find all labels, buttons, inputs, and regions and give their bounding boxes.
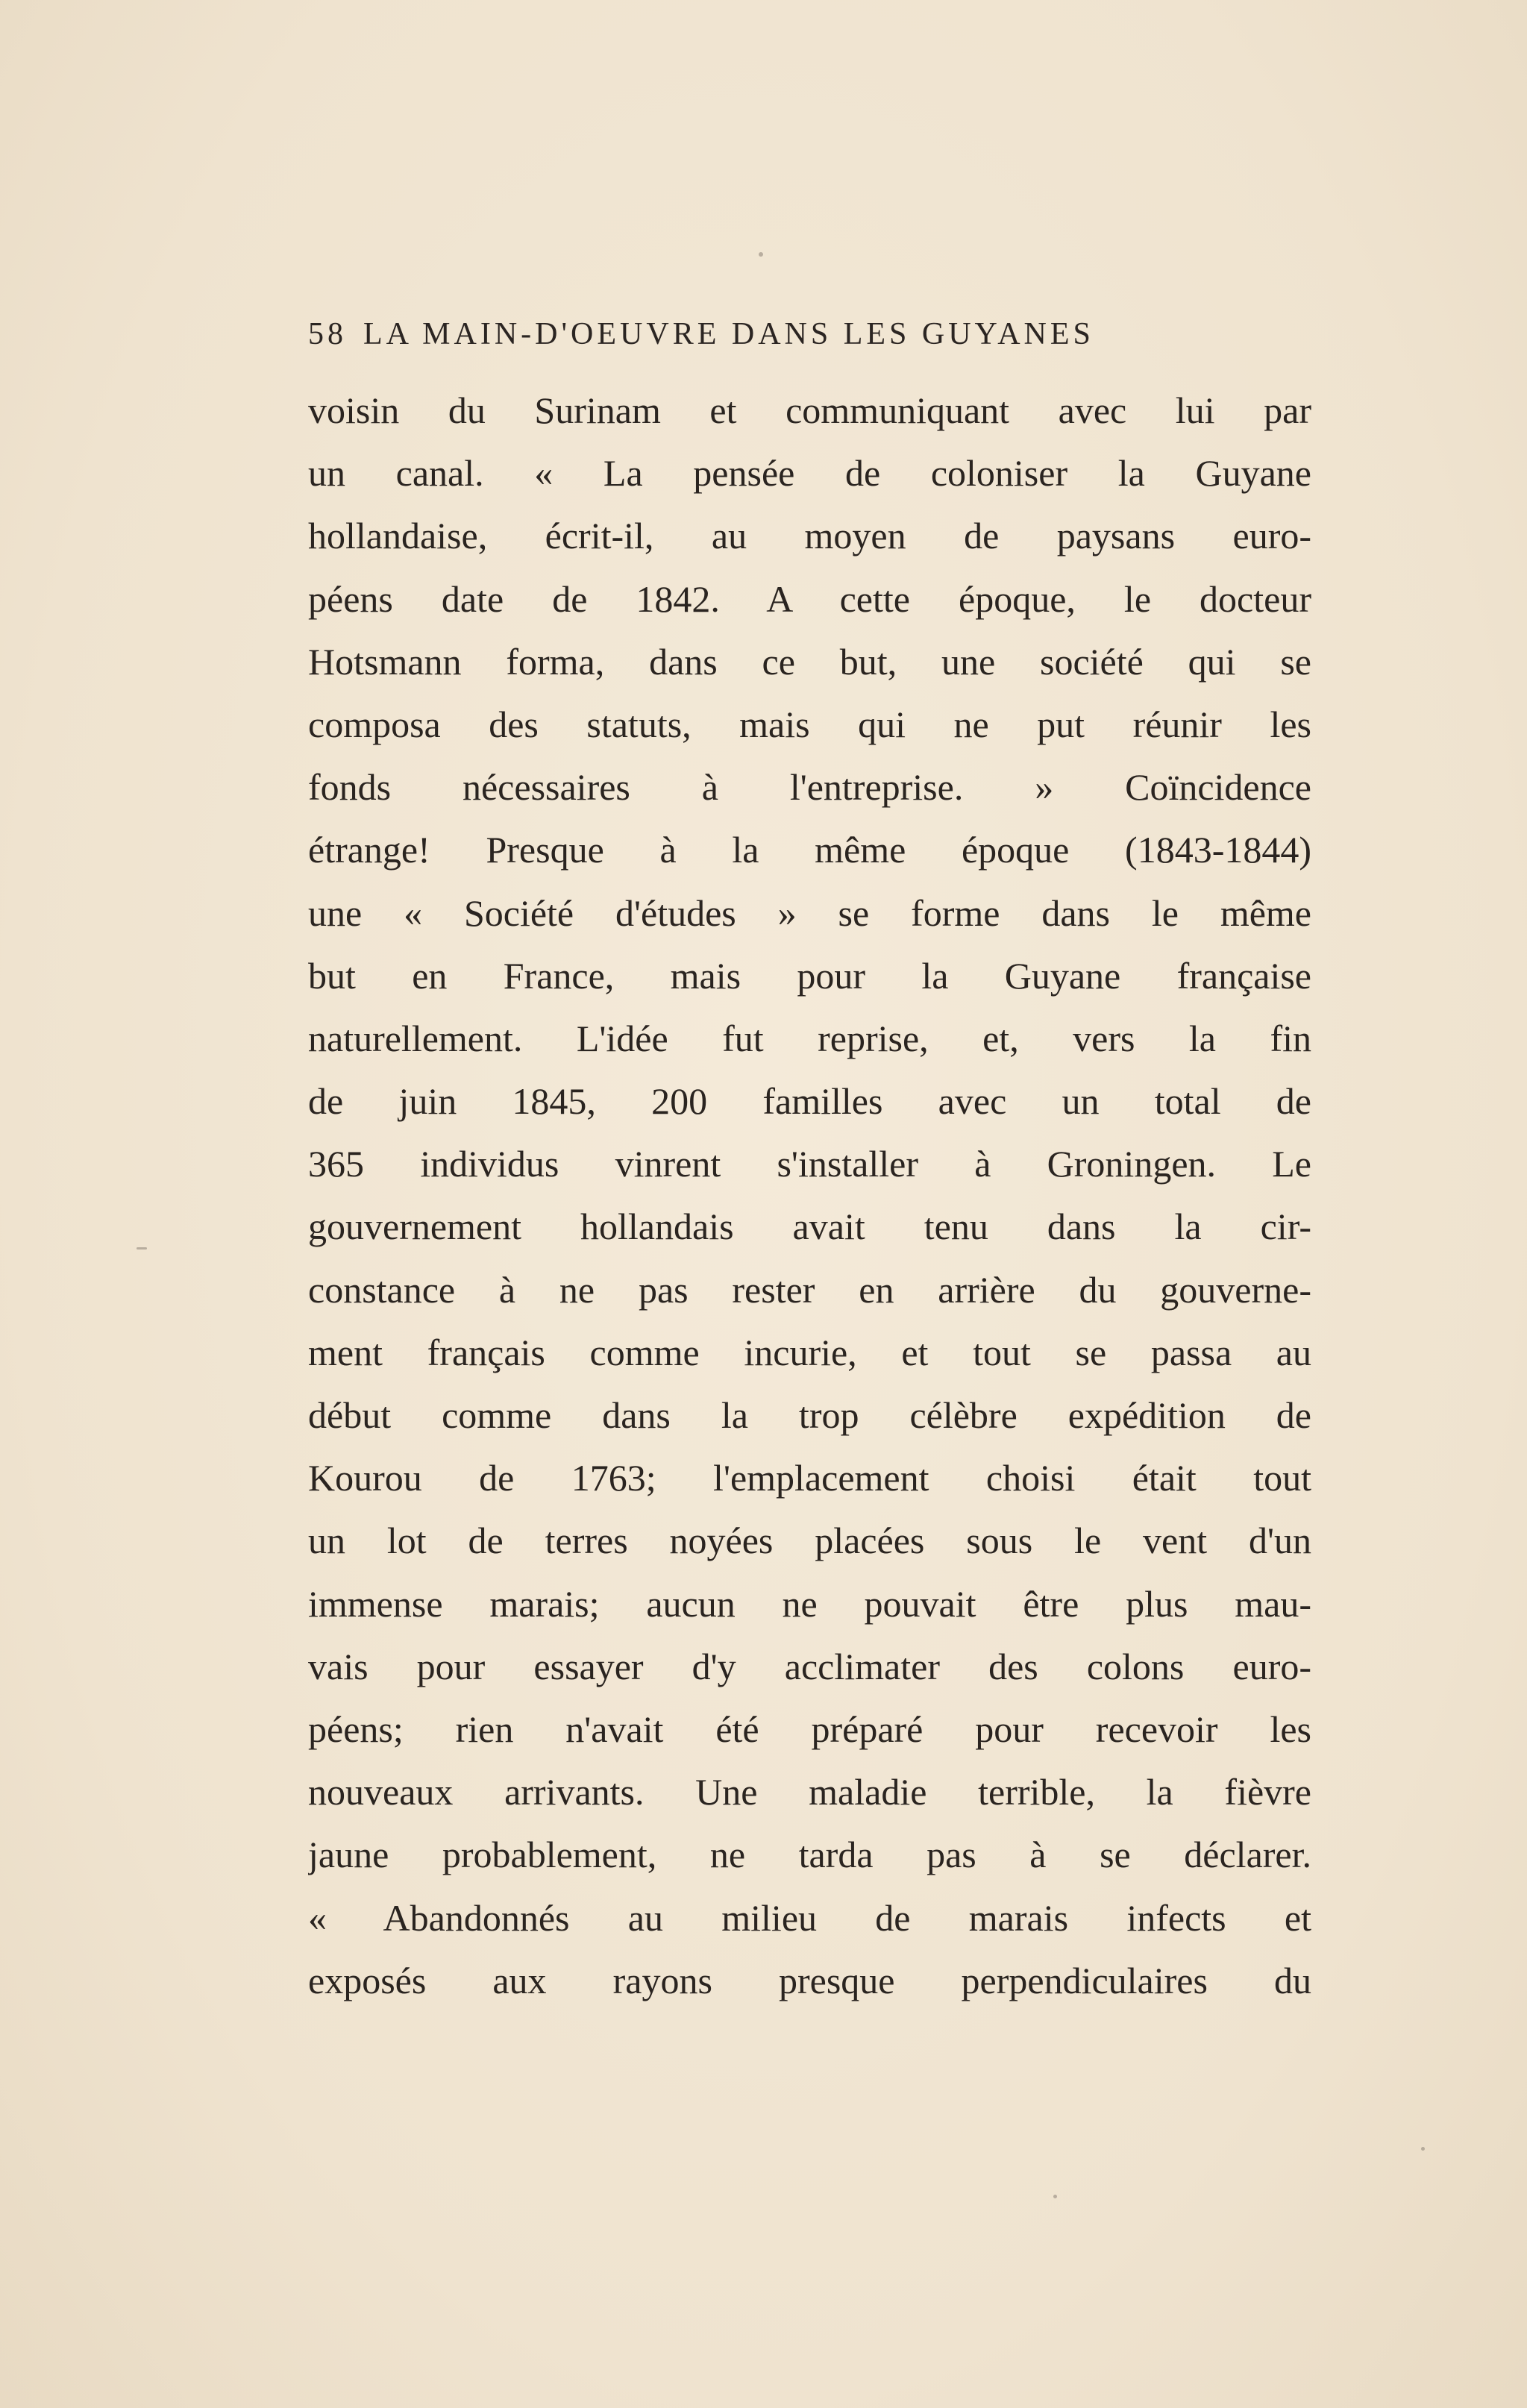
text-line: constance à ne pas rester en arrière du gouverne-	[308, 1268, 1311, 1311]
text-line: étrange! Presque à la même époque (1843-1844)	[308, 829, 1311, 871]
text-line: jaune probablement, ne tarda pas à se déclarer.	[308, 1834, 1311, 1876]
text-line: un lot de terres noyées placées sous le vent d'un	[308, 1520, 1311, 1562]
text-line: péens; rien n'avait été préparé pour recevoir les	[308, 1708, 1311, 1750]
paper-speck	[759, 252, 763, 257]
text-line: Hotsmann forma, dans ce but, une société qui se	[308, 640, 1311, 683]
text-line: ment français comme incurie, et tout se passa au	[308, 1331, 1311, 1373]
text-line: de juin 1845, 200 familles avec un total de	[308, 1080, 1311, 1123]
text-line: composa des statuts, mais qui ne put réunir les	[308, 703, 1311, 745]
page-number: 58	[308, 317, 347, 351]
text-line: voisin du Surinam et communiquant avec lui par	[308, 389, 1311, 431]
text-line: début comme dans la trop célèbre expédition de	[308, 1394, 1311, 1436]
paper-speck	[1053, 2195, 1057, 2198]
paper-speck	[1421, 2147, 1425, 2151]
text-line: gouvernement hollandais avait tenu dans la cir-	[308, 1205, 1311, 1248]
text-line: immense marais; aucun ne pouvait être plus mau-	[308, 1582, 1311, 1625]
text-line: une « Société d'études » se forme dans le même	[308, 891, 1311, 934]
text-line: naturellement. L'idée fut reprise, et, vers la fin	[308, 1017, 1311, 1059]
text-line: vais pour essayer d'y acclimater des colons euro-	[308, 1645, 1311, 1687]
paper-speck	[137, 1247, 147, 1250]
running-head	[308, 313, 1311, 355]
text-line: hollandaise, écrit-il, au moyen de paysans euro-	[308, 515, 1311, 557]
text-line: fonds nécessaires à l'entreprise. » Coïncidence	[308, 766, 1311, 809]
text-line: péens date de 1842. A cette époque, le docteur	[308, 577, 1311, 620]
running-title: LA MAIN-D'OEUVRE DANS LES GUYANES	[363, 317, 1094, 351]
text-line: Kourou de 1763; l'emplacement choisi était tout	[308, 1457, 1311, 1499]
text-line: nouveaux arrivants. Une maladie terrible, la fièvre	[308, 1771, 1311, 1813]
text-line: « Abandonnés au milieu de marais infects et	[308, 1896, 1311, 1939]
text-line: un canal. « La pensée de coloniser la Guyane	[308, 452, 1311, 495]
text-line: but en France, mais pour la Guyane française	[308, 954, 1311, 997]
body-text	[308, 379, 1311, 2012]
text-line: exposés aux rayons presque perpendiculaires du	[308, 1959, 1311, 2001]
text-line: 365 individus vinrent s'installer à Groningen. Le	[308, 1143, 1311, 1185]
